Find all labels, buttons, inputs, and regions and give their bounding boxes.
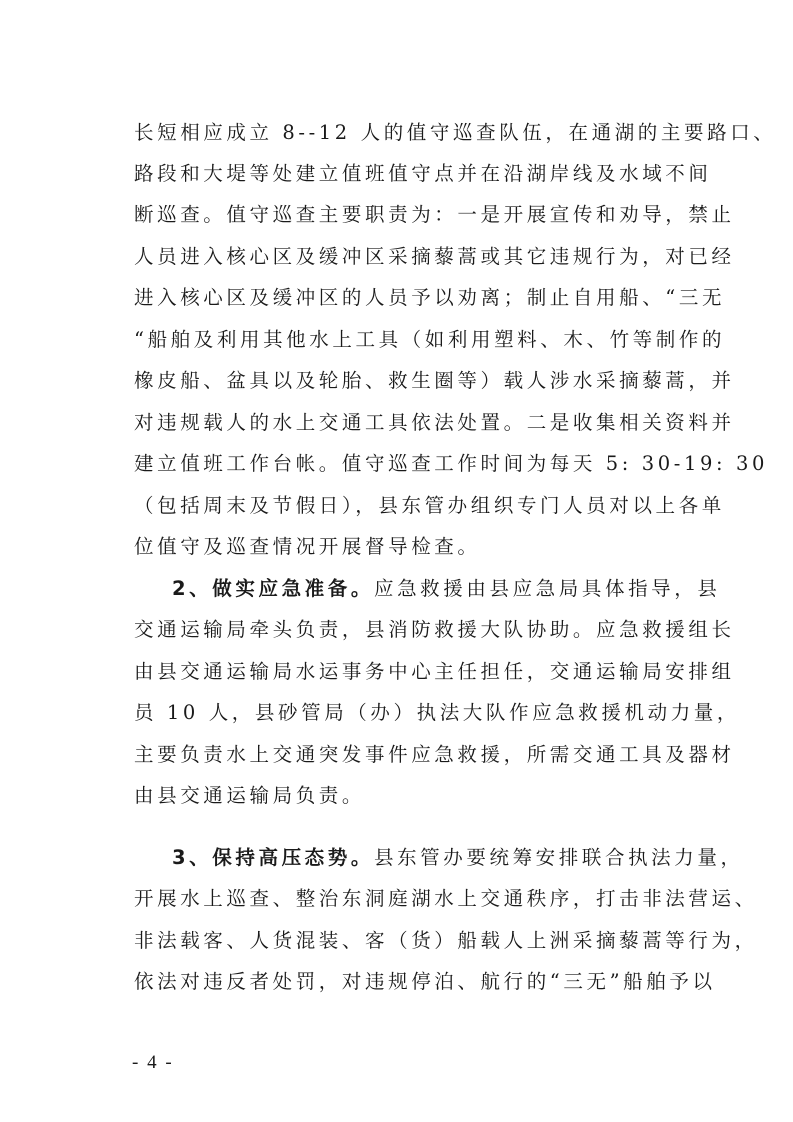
body-text-line: 断巡查。值守巡查主要职责为：一是开展宣传和劝导，禁止: [134, 203, 735, 226]
body-text-line: 交通运输局牵头负责，县消防救援大队协助。应急救援组长: [134, 618, 735, 641]
body-text-line: 由县交通运输局负责。: [134, 784, 366, 807]
body-text-line: 建立值班工作台帐。值守巡查工作时间为每天 5: 30-19: 30: [134, 452, 768, 475]
body-text-line: 开展水上巡查、整治东洞庭湖水上交通秩序，打击非法营运、: [134, 887, 758, 910]
body-text-line: “船舶及利用其他水上工具（如利用塑料、木、竹等制作的: [134, 328, 726, 351]
body-text-line: 位值守及巡查情况开展督导检查。: [134, 535, 481, 558]
section-2-first-line-text: 应急救援由县应急局具体指导，县: [373, 577, 721, 600]
body-text-line: 依法对违反者处罚，对违规停泊、航行的“三无”船舶予以: [134, 970, 716, 993]
body-text-line: 路段和大堤等处建立值班值守点并在沿湖岸线及水域不间: [134, 162, 712, 185]
body-text-line: 由县交通运输局水运事务中心主任担任，交通运输局安排组: [134, 660, 735, 683]
body-text-line: 主要负责水上交通突发事件应急救援，所需交通工具及器材: [134, 743, 735, 766]
section-3-first-line-text: 县东管办要统筹安排联合执法力量，: [373, 846, 744, 869]
section-3-first-line: [172, 848, 744, 868]
body-text-line: 橡皮船、盆具以及轮胎、救生圈等）载人涉水采摘藜蒿，并: [134, 369, 735, 392]
body-text-line: 人员进入核心区及缓冲区采摘藜蒿或其它违规行为，对已经: [134, 245, 735, 268]
body-text-line: 进入核心区及缓冲区的人员予以劝离；制止自用船、“三无: [134, 286, 726, 309]
page-number: - 4 -: [132, 1052, 174, 1073]
body-text-line: 非法载客、人货混装、客（货）船载人上洲采摘藜蒿等行为，: [134, 929, 758, 952]
section-2-first-line: [172, 579, 720, 599]
section-3-heading: 3、保持高压态势。: [172, 846, 374, 869]
body-text-line: 长短相应成立 8--12 人的值守巡查队伍，在通湖的主要路口、: [134, 121, 777, 144]
body-text-line: （包括周末及节假日），县东管办组织专门人员对以上各单: [134, 494, 725, 517]
body-text-line: 对违规载人的水上交通工具依法处置。二是收集相关资料并: [134, 411, 735, 434]
section-2-heading: 2、做实应急准备。: [172, 577, 374, 600]
body-text-line: 员 10 人，县砂管局（办）执法大队作应急救援机动力量，: [134, 701, 741, 724]
